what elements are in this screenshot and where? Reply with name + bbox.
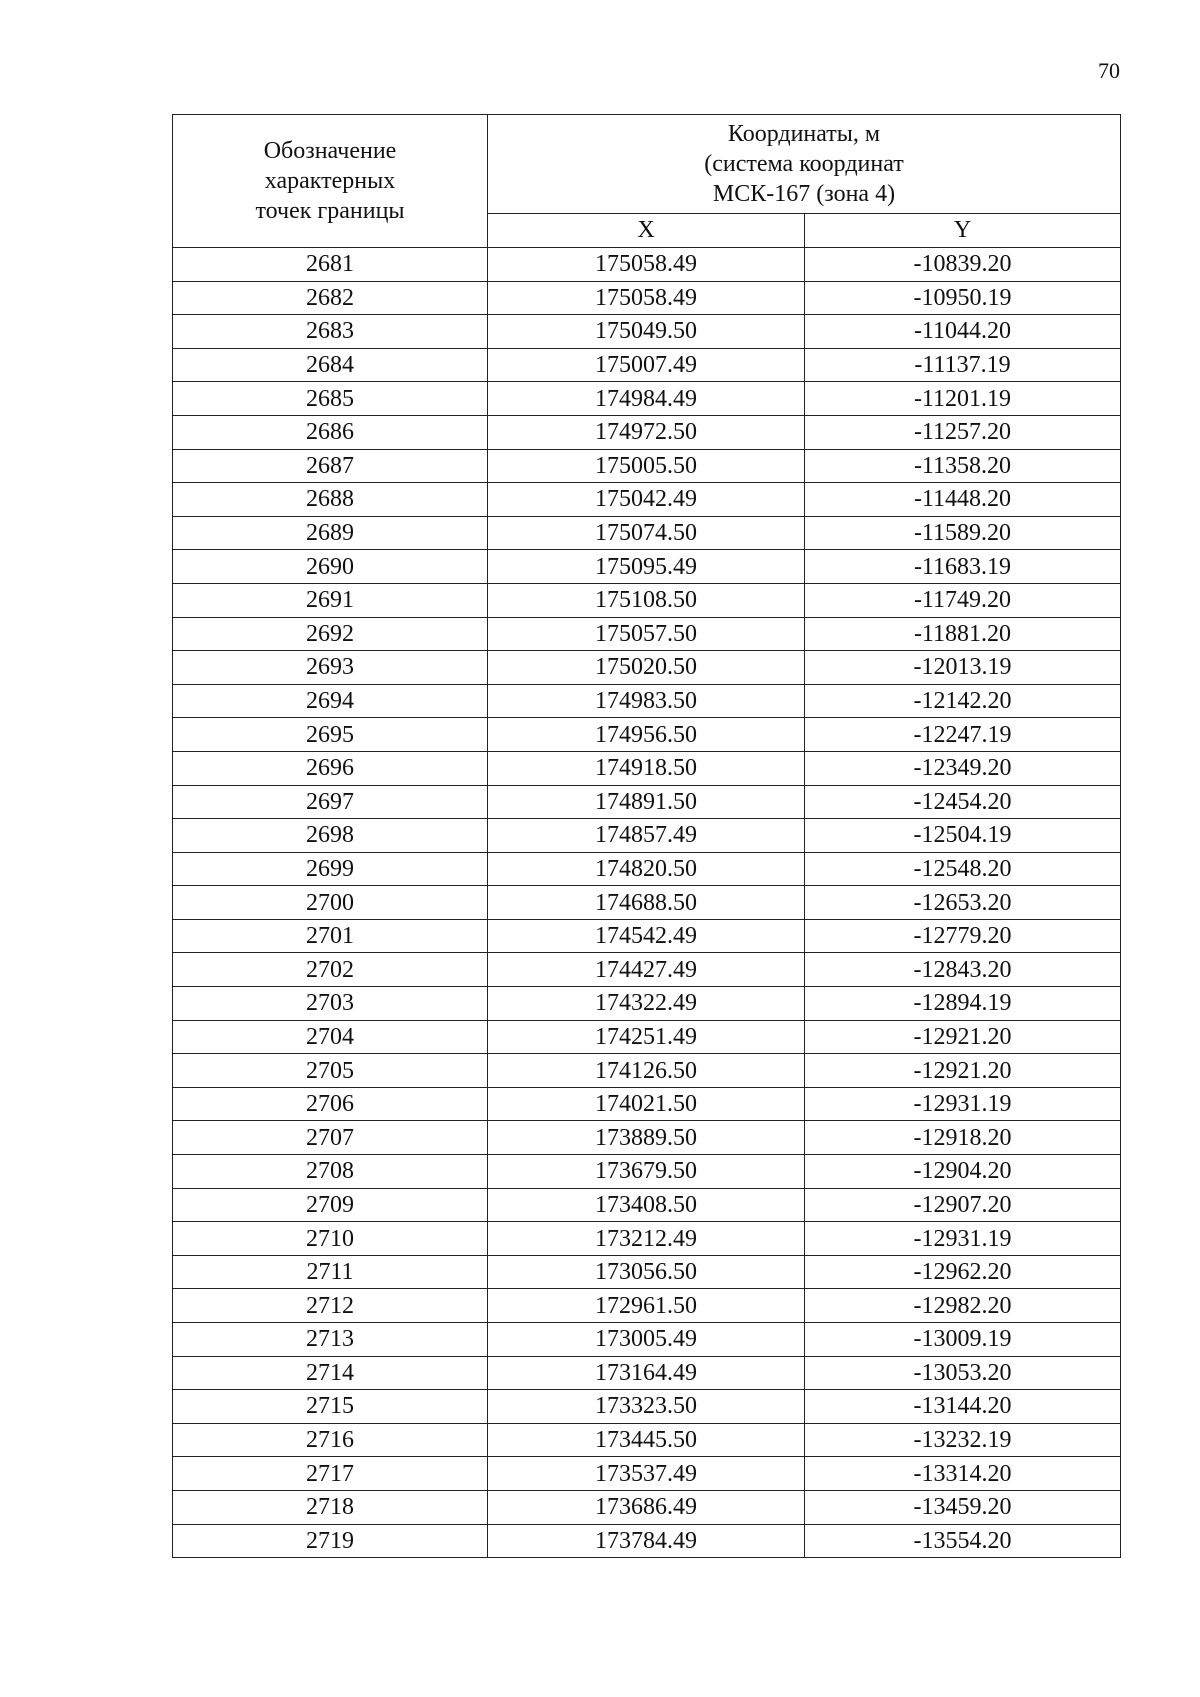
table-row <box>173 1323 1121 1357</box>
cell-y: -12843.20 <box>805 953 1121 987</box>
cell-point: 2682 <box>173 281 488 315</box>
table-row <box>173 1222 1121 1256</box>
cell-point: 2718 <box>173 1490 488 1524</box>
cell-x: 175007.49 <box>488 348 805 382</box>
table-row <box>173 1289 1121 1323</box>
cell-point: 2691 <box>173 583 488 617</box>
cell-y: -13459.20 <box>805 1490 1121 1524</box>
cell-x: 174251.49 <box>488 1020 805 1054</box>
cell-x: 174542.49 <box>488 919 805 953</box>
cell-x: 172961.50 <box>488 1289 805 1323</box>
cell-y: -12013.19 <box>805 651 1121 685</box>
cell-x: 174918.50 <box>488 751 805 785</box>
table-row <box>173 1155 1121 1189</box>
cell-x: 174427.49 <box>488 953 805 987</box>
table-row <box>173 751 1121 785</box>
cell-y: -11448.20 <box>805 483 1121 517</box>
cell-x: 173005.49 <box>488 1323 805 1357</box>
cell-x: 175042.49 <box>488 483 805 517</box>
table-row <box>173 382 1121 416</box>
page-number: 70 <box>1098 58 1120 83</box>
cell-y: -12454.20 <box>805 785 1121 819</box>
cell-y: -11749.20 <box>805 583 1121 617</box>
cell-point: 2714 <box>173 1356 488 1390</box>
table-row <box>173 1457 1121 1491</box>
cell-point: 2695 <box>173 718 488 752</box>
cell-point: 2700 <box>173 886 488 920</box>
table-row <box>173 1524 1121 1558</box>
cell-point: 2683 <box>173 315 488 349</box>
header-coordinates <box>488 115 1121 214</box>
cell-y: -11881.20 <box>805 617 1121 651</box>
cell-point: 2717 <box>173 1457 488 1491</box>
cell-y: -12921.20 <box>805 1054 1121 1088</box>
header-designation-line: характерных <box>264 168 396 194</box>
cell-x: 175095.49 <box>488 550 805 584</box>
cell-x: 173889.50 <box>488 1121 805 1155</box>
header-coordinates-line: МСК-167 (зона 4) <box>712 180 896 207</box>
cell-y: -13009.19 <box>805 1323 1121 1357</box>
cell-x: 173686.49 <box>488 1490 805 1524</box>
cell-x: 175049.50 <box>488 315 805 349</box>
header-y: Y <box>805 213 1121 247</box>
table-row <box>173 919 1121 953</box>
cell-y: -12247.19 <box>805 718 1121 752</box>
cell-point: 2707 <box>173 1121 488 1155</box>
cell-y: -11137.19 <box>805 348 1121 382</box>
cell-x: 175020.50 <box>488 651 805 685</box>
table-row <box>173 449 1121 483</box>
cell-point: 2686 <box>173 415 488 449</box>
header-x: X <box>488 213 805 247</box>
cell-point: 2684 <box>173 348 488 382</box>
cell-x: 173164.49 <box>488 1356 805 1390</box>
cell-x: 175005.50 <box>488 449 805 483</box>
cell-x: 174688.50 <box>488 886 805 920</box>
cell-point: 2711 <box>173 1255 488 1289</box>
cell-y: -12548.20 <box>805 852 1121 886</box>
table-row <box>173 852 1121 886</box>
cell-point: 2716 <box>173 1423 488 1457</box>
cell-y: -12931.19 <box>805 1222 1121 1256</box>
table-row <box>173 819 1121 853</box>
cell-point: 2709 <box>173 1188 488 1222</box>
cell-point: 2719 <box>173 1524 488 1558</box>
cell-x: 173537.49 <box>488 1457 805 1491</box>
cell-point: 2699 <box>173 852 488 886</box>
cell-y: -12779.20 <box>805 919 1121 953</box>
cell-x: 174126.50 <box>488 1054 805 1088</box>
cell-y: -12962.20 <box>805 1255 1121 1289</box>
cell-x: 173212.49 <box>488 1222 805 1256</box>
table-row <box>173 953 1121 987</box>
cell-point: 2685 <box>173 382 488 416</box>
table-row <box>173 1087 1121 1121</box>
cell-y: -12504.19 <box>805 819 1121 853</box>
table-row <box>173 1121 1121 1155</box>
cell-y: -13053.20 <box>805 1356 1121 1390</box>
table-row <box>173 718 1121 752</box>
table-row <box>173 684 1121 718</box>
cell-point: 2698 <box>173 819 488 853</box>
cell-x: 173056.50 <box>488 1255 805 1289</box>
cell-point: 2708 <box>173 1155 488 1189</box>
cell-point: 2690 <box>173 550 488 584</box>
cell-point: 2687 <box>173 449 488 483</box>
cell-x: 174891.50 <box>488 785 805 819</box>
cell-point: 2704 <box>173 1020 488 1054</box>
cell-x: 174972.50 <box>488 415 805 449</box>
table-row <box>173 1423 1121 1457</box>
cell-x: 174956.50 <box>488 718 805 752</box>
cell-x: 173784.49 <box>488 1524 805 1558</box>
cell-point: 2692 <box>173 617 488 651</box>
cell-y: -11589.20 <box>805 516 1121 550</box>
cell-y: -13314.20 <box>805 1457 1121 1491</box>
cell-point: 2706 <box>173 1087 488 1121</box>
cell-point: 2702 <box>173 953 488 987</box>
table-row <box>173 415 1121 449</box>
cell-point: 2705 <box>173 1054 488 1088</box>
cell-x: 174322.49 <box>488 987 805 1021</box>
table-row <box>173 886 1121 920</box>
cell-x: 175058.49 <box>488 281 805 315</box>
table-row <box>173 281 1121 315</box>
cell-x: 174021.50 <box>488 1087 805 1121</box>
table-header <box>173 115 1121 248</box>
cell-point: 2694 <box>173 684 488 718</box>
table-row <box>173 550 1121 584</box>
cell-point: 2713 <box>173 1323 488 1357</box>
cell-point: 2681 <box>173 248 488 282</box>
coordinates-table <box>172 114 1121 1558</box>
table-row <box>173 1188 1121 1222</box>
header-coordinates-line: Координаты, м <box>727 120 881 147</box>
cell-x: 175057.50 <box>488 617 805 651</box>
cell-x: 173445.50 <box>488 1423 805 1457</box>
cell-point: 2712 <box>173 1289 488 1323</box>
cell-y: -13144.20 <box>805 1390 1121 1424</box>
cell-y: -10950.19 <box>805 281 1121 315</box>
cell-x: 175074.50 <box>488 516 805 550</box>
cell-y: -12918.20 <box>805 1121 1121 1155</box>
cell-y: -11201.19 <box>805 382 1121 416</box>
cell-y: -12921.20 <box>805 1020 1121 1054</box>
cell-x: 174984.49 <box>488 382 805 416</box>
cell-point: 2703 <box>173 987 488 1021</box>
table-row <box>173 516 1121 550</box>
table-row <box>173 1356 1121 1390</box>
table-row <box>173 1020 1121 1054</box>
cell-x: 174983.50 <box>488 684 805 718</box>
table-row <box>173 1390 1121 1424</box>
header-coordinates-line: (система координат <box>704 150 904 177</box>
cell-point: 2715 <box>173 1390 488 1424</box>
cell-y: -11683.19 <box>805 550 1121 584</box>
header-point-designation <box>173 115 488 248</box>
cell-y: -10839.20 <box>805 248 1121 282</box>
cell-y: -13232.19 <box>805 1423 1121 1457</box>
table-row <box>173 617 1121 651</box>
table-row <box>173 348 1121 382</box>
cell-y: -11257.20 <box>805 415 1121 449</box>
table-body <box>173 248 1121 1558</box>
cell-y: -12931.19 <box>805 1087 1121 1121</box>
cell-y: -12349.20 <box>805 751 1121 785</box>
cell-x: 174857.49 <box>488 819 805 853</box>
cell-point: 2701 <box>173 919 488 953</box>
cell-y: -12894.19 <box>805 987 1121 1021</box>
table-row <box>173 483 1121 517</box>
cell-point: 2696 <box>173 751 488 785</box>
cell-point: 2688 <box>173 483 488 517</box>
cell-point: 2689 <box>173 516 488 550</box>
cell-y: -12904.20 <box>805 1155 1121 1189</box>
table-row <box>173 651 1121 685</box>
cell-y: -13554.20 <box>805 1524 1121 1558</box>
cell-y: -12982.20 <box>805 1289 1121 1323</box>
cell-point: 2710 <box>173 1222 488 1256</box>
table-row <box>173 1054 1121 1088</box>
cell-y: -11358.20 <box>805 449 1121 483</box>
table-row <box>173 785 1121 819</box>
cell-y: -12653.20 <box>805 886 1121 920</box>
cell-point: 2693 <box>173 651 488 685</box>
table-row <box>173 1490 1121 1524</box>
header-designation-line: Обозначение <box>263 138 397 164</box>
table-row <box>173 583 1121 617</box>
table-row <box>173 315 1121 349</box>
table-row <box>173 1255 1121 1289</box>
header-designation-line: точек границы <box>255 198 405 224</box>
table-row <box>173 248 1121 282</box>
cell-x: 175108.50 <box>488 583 805 617</box>
cell-x: 173408.50 <box>488 1188 805 1222</box>
cell-y: -12142.20 <box>805 684 1121 718</box>
cell-y: -11044.20 <box>805 315 1121 349</box>
cell-x: 174820.50 <box>488 852 805 886</box>
cell-x: 173323.50 <box>488 1390 805 1424</box>
cell-x: 173679.50 <box>488 1155 805 1189</box>
cell-x: 175058.49 <box>488 248 805 282</box>
table-row <box>173 987 1121 1021</box>
cell-y: -12907.20 <box>805 1188 1121 1222</box>
cell-point: 2697 <box>173 785 488 819</box>
